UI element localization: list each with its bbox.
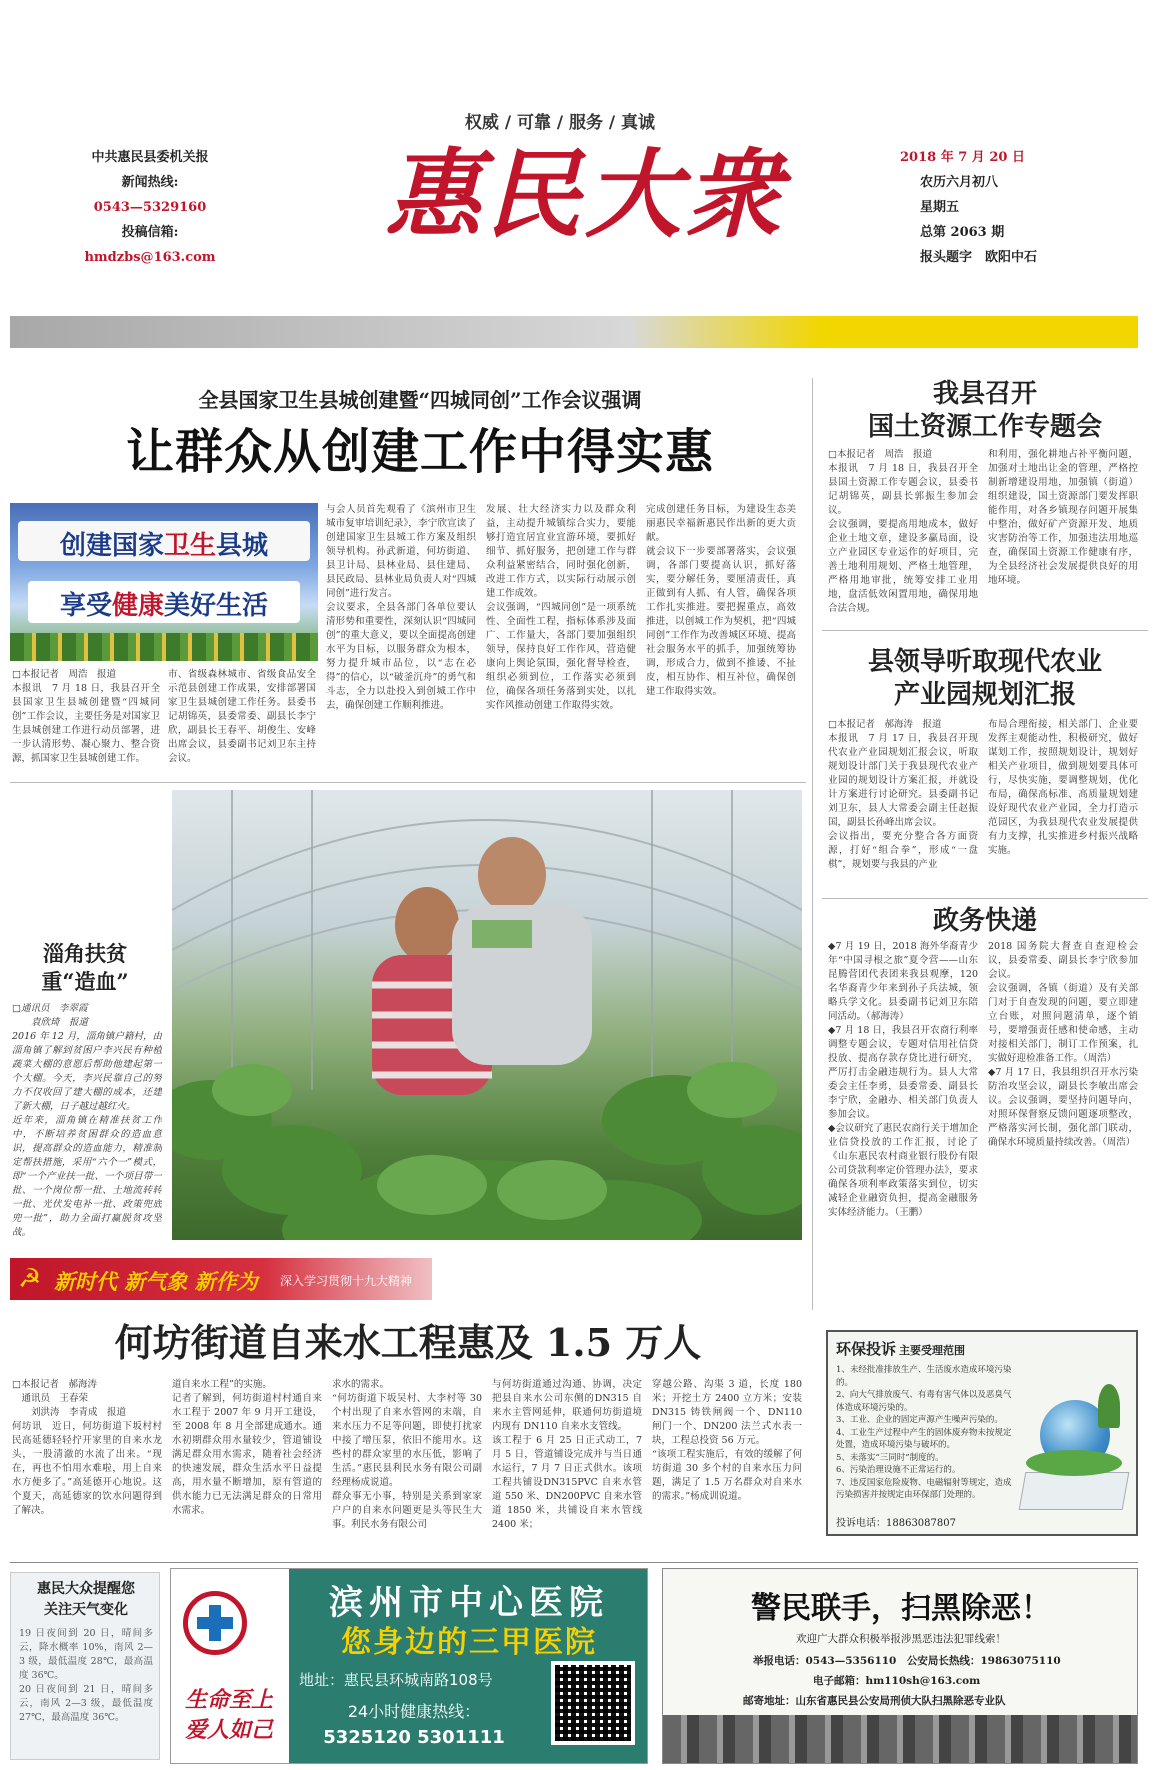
greenhouse-scene bbox=[172, 790, 802, 1240]
water-headline: 何坊街道自来水工程惠及 1.5 万人 bbox=[114, 1320, 702, 1365]
env-item: 1、未经批准排放生产、生活废水造成环境污染的。 bbox=[836, 1365, 1012, 1388]
water-col1: □本报记者 郝海涛 通讯员 王春荣 刘洪涛 李青成 报道 何坊讯 近日，何坊街道下坂村村民高延德轻轻拧开家里的自来水龙头，一股清澈的水流了出来。“现在，再也不怕用水难啦，用上自来水方便多了。”高延德开心地说。这个夏天，高延德家的饮水问题得到了解决。 bbox=[12, 1379, 162, 1516]
side1-col1: □本报记者 周浩 报道 本报讯 7 月 18 日，我县召开全县国土资源工作专题会议，县委书记胡锦英，副县长郭振生参加会议。 会议强调，要提高用地成本，做好企业土地文章，建设多赢局面，设立产业园区专业运作的好项目，完善土地利用规划、严格土地管理，严格用地审批，统筹安排工业用地，盘活低效闲置用地，确保用地合法合规。 bbox=[828, 449, 978, 614]
police-email: 电子邮箱：hm110sh@163.com bbox=[813, 1675, 981, 1687]
side2-col1: □本报记者 郝海涛 报道 本报讯 7 月 17 日，我县召开现代农业产业园规划汇报会议，听取规划设计部门关于我县现代农业产业园的规划设计方案汇报，并就设计方案进行讨论研究。县委副书记刘卫东，县人大常委会副主任赵振国，副县长孙峰出席会议。 会议指出，要充分整合各方面资源，打好“组合拳”，形成“一盘棋”，规划要与我县的产业 bbox=[828, 719, 978, 870]
hotline-label: 新闻热线: bbox=[121, 175, 179, 190]
masthead-left-info bbox=[60, 145, 240, 270]
police-title: 警民联手，扫黑除恶！ bbox=[751, 1591, 1051, 1626]
earth-book-illustration bbox=[1016, 1372, 1132, 1522]
email-label: 投稿信箱: bbox=[121, 225, 179, 240]
water-col2: 道自来水工程”的实施。 记者了解到，何坊街道村村通自来水工程于 2007 年 9 月开工建设，至 2008 年 8 月全部建成通水。通水初期群众用水量较少，管道铺设满足群众用水需求，随着社会经济的快速发展，群众生活水平日益提高，用水量不断增加，原有管道的供水能力已无法满足群众的日常用水需求。 bbox=[172, 1379, 322, 1516]
lead-headline: 让群众从创建工作中得实惠 bbox=[125, 424, 714, 480]
police-sub: 欢迎广大群众积极举报涉黑恶违法犯罪线索！ bbox=[796, 1633, 1006, 1645]
water-col5: 穿越公路、沟渠 3 道，长度 180 米；开挖土方 2400 立方米；安装 DN315 铸铁闸阀一个、DN110 闸门一个、DN200 法兰式水表一块，工程总投资 56 万元。 “该项工程实施后，有效的缓解了何坊街道 30 多个村的自来水压力问题，满足了 1.5 万名群众对自来水的需求。”杨成训说道。 bbox=[652, 1379, 802, 1502]
side3-col1: ◆7 月 19 日，2018 海外华裔青少年“中国寻根之旅”夏令营——山东昆腾营团代表团来我县观摩，120 名华裔青少年来到孙子兵法城，领略兵学文化。县委副书记刘卫东陪同活动。（郝海涛） ◆7 月 18 日，我县召开农商行利率调整专题会议，专题对信用社信贷投放、提高存款存贷比进行研究，严厉打击金融违规行为。县人大常委会主任李勇，县委常委、副县长李宁欣，金融办、相关部门负责人参加会议。 ◆会议研究了惠民农商行关于增加企业信贷投放的工作汇报，讨论了《山东惠民农村商业银行股份有限公司贷款利率定价管理办法》，要求确保各项利率政策落实到位，切实减轻企业融资负担，提高金融服务实体经济能力。（王鹏） bbox=[828, 941, 978, 1218]
hospital-address: 地址：惠民县环城南路108号 bbox=[299, 1671, 493, 1689]
env-item: 3、工业、企业的固定声源产生噪声污染的。 bbox=[836, 1415, 1003, 1425]
photo-story-text: □通讯员 李翠霞 袁欣琦 报道 2016 年 12 月，淄角镇户籍村，由淄角镇了解到贫困户李兴民有种植蔬菜大棚的意愿后帮助他建起第一个大棚。今天，李兴民靠自己的努力不仅收回了建大棚的成本，还建了新大棚，日子越过越红火。 近年来，淄角镇在精准扶贫工作中，不断培养贫困群众的造血意识，提高群众的造血能力，精准制定帮扶措施，采用“六个一”模式，即“一个产业扶一批、一个项目带一批、一个岗位帮一批、土地流转转一批、光伏发电补一批、政策兜底兜一批”，助力全面打赢脱贫攻坚战。 bbox=[12, 1003, 162, 1238]
side3-col2: 2018 国务院大督查自查迎检会议，县委常委、副县长李宁欣参加会议。 会议强调，各镇（街道）及有关部门对于自查发现的问题，要立即建立台账，对照问题清单，逐个销号，要增强责任感和使命感，主动对接相关部门，制订工作预案，扎实做好迎检准备工作。（周浩） ◆7 月 17 日，我县组织召开水污染防治攻坚会议，副县长李敏出席会议。会议强调，要坚持问题导向，对照环保督察反馈问题逐项整改，严格落实河长制，强化部门联动，确保水环境质量持续改善。（周浩） bbox=[988, 941, 1138, 1148]
weather-box bbox=[10, 1572, 160, 1760]
qr-code-icon bbox=[551, 1661, 635, 1745]
hospital-hotline: 5325120 5301111 bbox=[323, 1727, 505, 1748]
env-item: 5、未落实“三同时”制度的。 bbox=[836, 1452, 944, 1463]
section-banner bbox=[10, 1258, 432, 1300]
calligraphy-credit: 报头题字 欧阳中石 bbox=[920, 250, 1038, 265]
side2-col2: 布局合理衔接，相关部门、企业要发挥主观能动性，积极研究，做好谋划工作，按照规划设计，规划好相关产业项目，做到规划要具体可行，尽快实施，要调整规划，优化布局，确保高标准、高质量规划建设好现代农业产业园，全力打造示范园区，为我县现代农业发展提供有力支撑，扎实推进乡村振兴战略实施。 bbox=[988, 719, 1138, 856]
env-title: 环保投诉 主要受理范围 bbox=[836, 1340, 966, 1358]
side3-headline: 政务快递 bbox=[932, 906, 1037, 936]
side1-col2: 和利用，强化耕地占补平衡问题，加强对土地出让金的管理，严格控制新增建设用地，加强镇（街道）组织建设，国土资源部门要发挥职能作用，对各乡镇现存问题开展集中整治，做好矿产资源开发、地质灾害防治等工作，加强违法用地巡查，确保国土资源工作健康有序，为全县经济社会发展提供良好的用地环境。 bbox=[988, 449, 1138, 586]
banner-line1: 创建国家卫生县城 bbox=[59, 531, 269, 561]
police-mail: 邮寄地址：山东省惠民县公安局刑侦大队扫黑除恶专业队 bbox=[743, 1695, 1006, 1707]
masthead-org: 中共惠民县委机关报 bbox=[91, 150, 209, 165]
section-banner-sub: 深入学习贯彻十九大精神 bbox=[280, 1274, 413, 1288]
lead-col3: 与会人员首先观看了《滨州市卫生城市复审培训纪录》，李宁欣宣读了创建国家卫生县城工作方案及组织领导机构。孙武新道，何坊街道、县卫计局、县林业局、县住建局、县民政局、县林业局负责人对“四城同创”进行发言。 会议要求，全县各部门各单位要认清形势和重要性，深刻认识“四城同创”的重大意义，要以全面提高创建水平为目标，以服务群众为根本，努力提升城市品位，以“志在必得”的信心，以“破釜沉舟”的勇气和斗志，全力以赴投入到创城工作中去，确保创建工作顺利推进。 bbox=[326, 504, 476, 711]
lunar-date: 农历六月初八 bbox=[920, 175, 999, 190]
hospital-ad bbox=[170, 1568, 648, 1764]
side1-headline: 我县召开 国土资源工作专题会 bbox=[867, 379, 1102, 442]
env-item: 2、向大气排放废气、有毒有害气体以及恶臭气体造成环境污染的。 bbox=[836, 1390, 1012, 1413]
hospital-hotline-label: 24小时健康热线： bbox=[347, 1702, 481, 1721]
issue-number: 总第 2063 期 bbox=[920, 225, 1005, 240]
env-phone: 投诉电话：18863087807 bbox=[836, 1518, 956, 1529]
water-col4: 与何坊街道通过沟通、协调，决定把县自来水公司东侧的DN315 自来水主管网延伸，联通何坊街道境内现有 DN110 自来水支管线。 该工程于 6 月 25 日正式动工，7 月 5 日，管道铺设完成并与当日通水运行，7 月 7 日正式供水。该项工程共铺设DN315PVC 自来水管道 550 米、DN200PVC 自来水管道 1850 米，共铺设自来水管线 2400 米； bbox=[492, 1379, 642, 1530]
env-item: 7、违反国家危险废物、电磁辐射等规定，造成污染损害并按规定由环保部门处理的。 bbox=[836, 1477, 1012, 1500]
health-city-banner bbox=[10, 503, 318, 661]
lead-kicker: 全县国家卫生县城创建暨“四城同创”工作会议强调 bbox=[198, 388, 642, 412]
env-item: 6、污染治理设施不正常运行的。 bbox=[836, 1465, 961, 1475]
party-emblem-icon: ☭ bbox=[18, 1264, 42, 1294]
weather-title: 惠民大众提醒您 关注天气变化 bbox=[37, 1581, 135, 1618]
police-ad bbox=[662, 1568, 1138, 1764]
env-items bbox=[836, 1364, 1012, 1502]
weather-text: 19 日夜间到 20 日，晴间多云，降水概率 10%，南风 2—3 级，最低温度 28℃，最高温度 36℃。 20 日夜间到 21 日，晴间多云，南风 2—3 级，最低温度 27℃，最高温度 36℃。 bbox=[19, 1628, 153, 1723]
water-col3: 求水的需求。 “何坊街道下坂吴村、大李村等 30 个村出现了自来水管网的末端，自来水压力不足等问题，即使打扰家中接了增压泵，依旧不能用水。这些村的群众家里的水压低，影响了生活。”惠民县利民水务有限公司副经理杨成说道。 群众事无小事，特别是关系到家家户户的自来水问题更是头等民生大事。利民水务有限公司 bbox=[332, 1379, 482, 1530]
issue-date: 2018 年 7 月 20 日 bbox=[900, 150, 1025, 165]
lead-col1: □本报记者 周浩 报道 本报讯 7 月 18 日，我县召开全县国家卫生县城创建暨“四城同创”工作会议，主要任务是对国家卫生县城创建工作进行动员部署，进一步认清形势、凝心聚力、整合资源，抓国家卫生县城创建工作。 bbox=[12, 669, 160, 764]
env-complaint-box bbox=[826, 1330, 1138, 1536]
weekday: 星期五 bbox=[920, 200, 960, 215]
fists-illustration bbox=[663, 1715, 1138, 1764]
masthead-slogan: 权威 / 可靠 / 服务 / 真诚 bbox=[464, 113, 656, 133]
hospital-motto: 生命至上 爱人如己 bbox=[184, 1687, 273, 1743]
side2-headline: 县领导听取现代农业 产业园规划汇报 bbox=[867, 647, 1102, 710]
banner-line2: 享受健康美好生活 bbox=[59, 591, 269, 621]
hospital-name: 滨州市中心医院 bbox=[329, 1583, 609, 1623]
email-address: hmdzbs@163.com bbox=[84, 250, 216, 265]
env-item: 4、工业生产过程中产生的固体废弃物未按规定处置，造成环境污染与破坏的。 bbox=[836, 1427, 1012, 1450]
masthead bbox=[0, 0, 1158, 330]
masthead-bar bbox=[10, 316, 1138, 348]
photo-story-headline: 淄角扶贫 重“造血” bbox=[41, 941, 129, 994]
masthead-right-info bbox=[900, 145, 1100, 270]
greenhouse-photo bbox=[172, 790, 802, 1240]
hospital-slogan: 您身边的三甲医院 bbox=[341, 1625, 597, 1660]
section-banner-text: 新时代 新气象 新作为 bbox=[54, 1270, 258, 1294]
lead-col2: 市、省级森林城市、省级食品安全示范县创建工作成果，安排部署国家卫生县城创建工作任务。县委书记胡锦英，县委常委、副县长李宁欣，副县长王春平、胡俊生、安峰出席会议，县委副书记刘卫东主持会议。 bbox=[168, 669, 316, 764]
lead-col4: 发展、壮大经济实力以及群众利益，主动提升城镇综合实力，要能够打造宜居宜业宜游环境，要抓好细节、抓好服务，把创建工作与群众利益紧密结合，同时强化创新，改进工作方式，以实际行动展示创建工作成效。 会议强调，“四城同创”是一项系统性、全面性工程，指标体系涉及面广、工作量大，各部门要加强组织领导，保持良好工作作风，营造健康向上舆论氛围，强化督导检查，组织必须到位，工作落实必须到位，确保各项任务落到实处，以扎实作风推动创建工作取得实效。 bbox=[486, 504, 636, 711]
masthead-title: 惠民大衆 bbox=[385, 138, 785, 251]
police-phone: 举报电话：0543—5356110 公安局长热线：19863075110 bbox=[753, 1655, 1061, 1667]
lead-col5: 完成创建任务目标，为建设生态美丽惠民幸福新惠民作出新的更大贡献。 就会议下一步要部署落实，会议强调，各部门要提高认识，抓好落实，要分解任务，要厘清责任，真正做到有人抓、有人管，确保各项工作扎实推进。要把握重点，高效推进，以创城工作为契机，把“四城同创”工作作为改善城区环境、提高社会服务水平的抓手，加强统筹协调，形成合力，做到不推诿、不扯皮，相互协作、相互补位，确保创建工作取得实效。 bbox=[646, 504, 796, 697]
hotline-number: 0543—5329160 bbox=[93, 200, 207, 215]
